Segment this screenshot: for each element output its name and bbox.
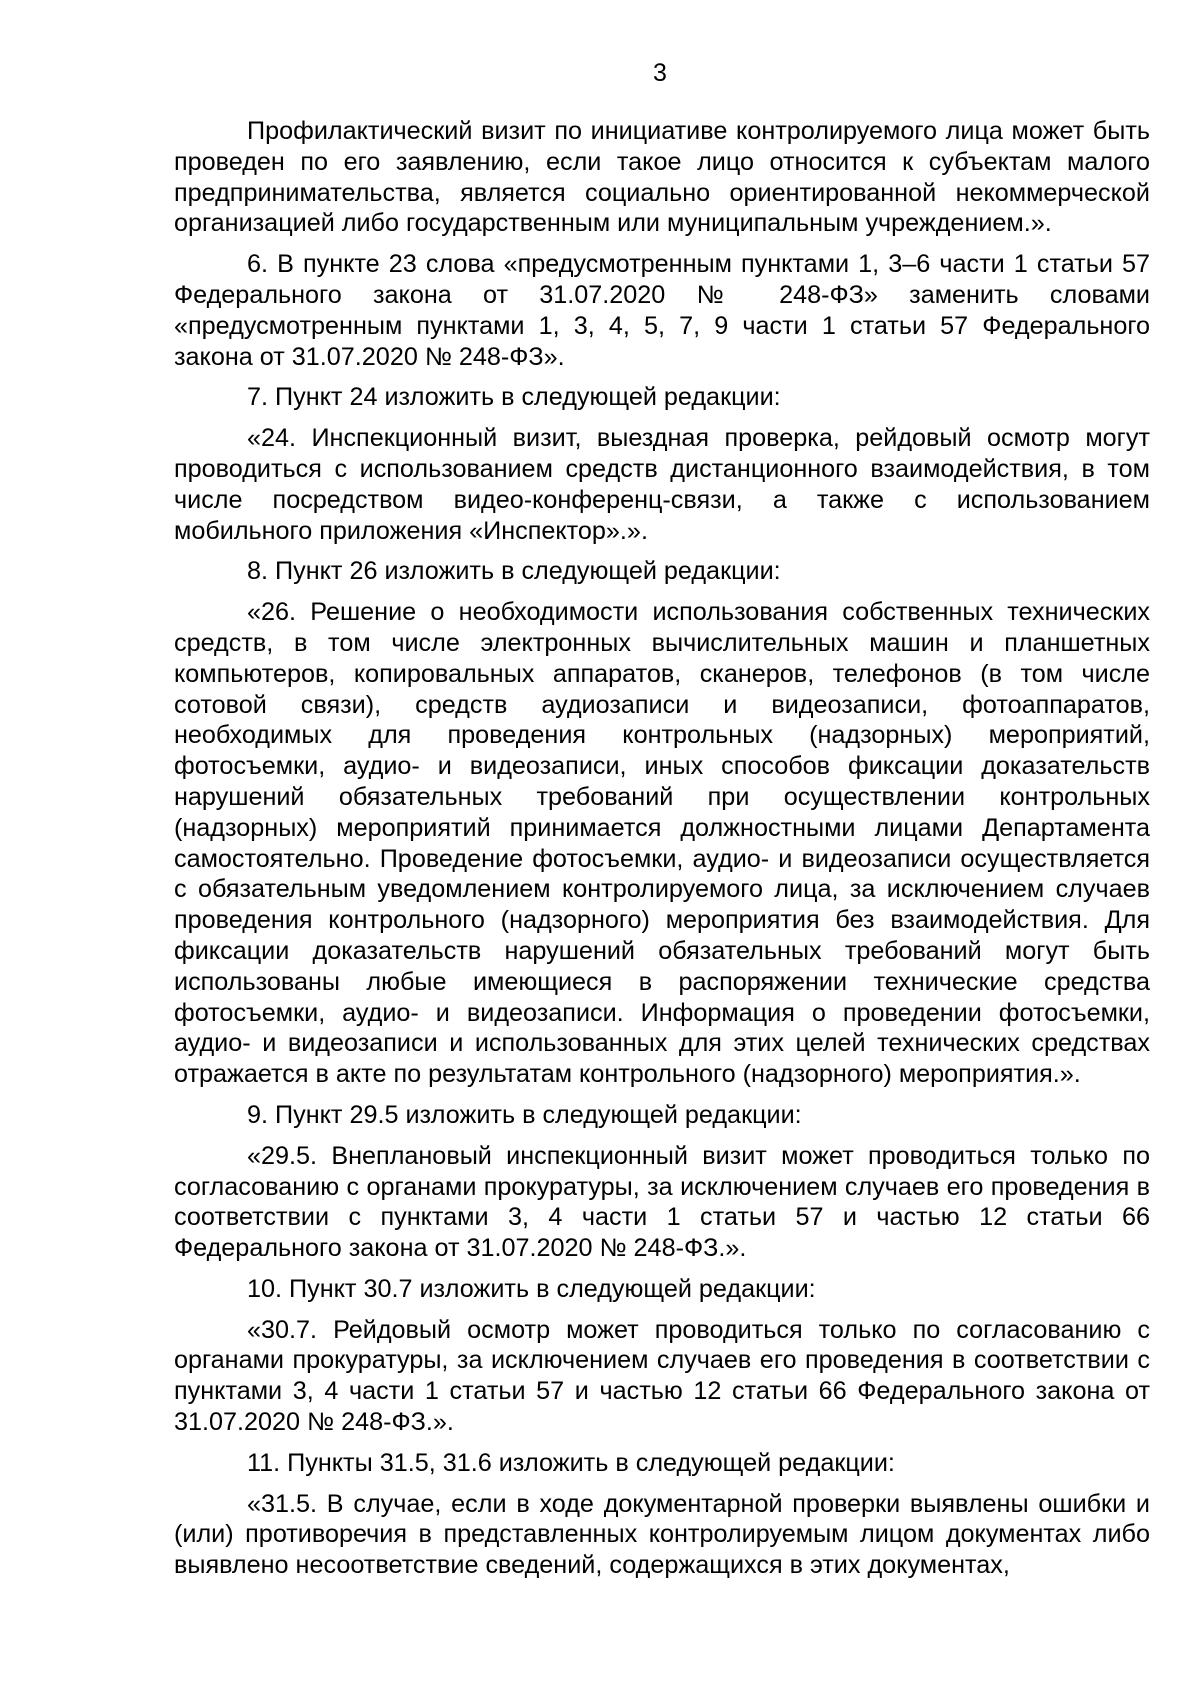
- document-body: [174, 116, 1150, 1581]
- paragraph-5: 8. Пункт 26 изложить в следующей редакции:: [247, 557, 781, 586]
- paragraph-3: 7. Пункт 24 изложить в следующей редакции:: [247, 383, 781, 412]
- paragraph-6: «26. Решение о необходимости использования собственных технических средств, в том числе электронных вычислительных машин и планшетных компьютеров, копировальных аппаратов, сканеров, телефонов (в том числе сотовой связи), средств аудиозаписи и видеозаписи, фотоаппаратов, необходимых для проведения контрольных (надзорных) мероприятий, фотосъемки, аудио- и видеозаписи, иных способов фиксации доказательств нарушений обязательных требований при осуществлении контрольных (надзорных) мероприятий принимается должностными лицами Департамента самостоятельно. Проведение фотосъемки, аудио- и видеозаписи осуществляется с обязательным уведомлением контролируемого лица, за исключением случаев проведения контрольного (надзорного) мероприятия без взаимодействия. Для фиксации доказательств нарушений обязательных требований могут быть использованы любые имеющиеся в распоряжении технические средства фотосъемки, аудио- и видеозаписи. Информация о проведении фотосъемки, аудио- и видеозаписи и использованных для этих целей технических средствах отражается в акте по результатам контрольного (надзорного) мероприятия.».: [174, 598, 1150, 1089]
- paragraph-9: 10. Пункт 30.7 изложить в следующей редакции:: [247, 1274, 816, 1303]
- paragraph-2: 6. В пункте 23 слова «предусмотренным пунктами 1, 3–6 части 1 статьи 57 Федерального закона от 31.07.2020 № 248-ФЗ» заменить словами «предусмотренным пунктами 1, 3, 4, 5, 7, 9 части 1 статьи 57 Федерального закона от 31.07.2020 № 248-ФЗ».: [174, 250, 1150, 371]
- paragraph-4: «24. Инспекционный визит, выездная проверка, рейдовый осмотр могут проводиться с использованием средств дистанционного взаимодействия, в том числе посредством видео-конференц-связи, а также с использованием мобильного приложения «Инспектор».».: [174, 424, 1150, 545]
- paragraph-8: «29.5. Внеплановый инспекционный визит может проводиться только по согласованию с органами прокуратуры, за исключением случаев его проведения в соответствии с пунктами 3, 4 части 1 статьи 57 и частью 12 статьи 66 Федерального закона от 31.07.2020 № 248-ФЗ.».: [174, 1141, 1150, 1263]
- paragraph-12: «31.5. В случае, если в ходе документарной проверки выявлены ошибки и (или) противоречия в представленных контролируемым лицом документах либо выявлено несоответствие сведений, содержащихся в этих документах,: [174, 1489, 1150, 1580]
- paragraph-11: 11. Пункты 31.5, 31.6 изложить в следующей редакции:: [247, 1448, 895, 1477]
- paragraph-7: 9. Пункт 29.5 изложить в следующей редакции:: [247, 1100, 802, 1129]
- paragraph-10: «30.7. Рейдовый осмотр может проводиться только по согласованию с органами прокуратуры, за исключением случаев его проведения в соответствии с пунктами 3, 4 части 1 статьи 57 и частью 12 статьи 66 Федерального закона от 31.07.2020 № 248-ФЗ.».: [174, 1315, 1150, 1437]
- paragraph-1: Профилактический визит по инициативе контролируемого лица может быть проведен по его заявлению, если такое лицо относится к субъектам малого предпринимательства, является социально ориентированной некоммерческой организацией либо государственным или муниципальным учреждением.».: [174, 117, 1150, 238]
- page-number: 3: [653, 59, 667, 87]
